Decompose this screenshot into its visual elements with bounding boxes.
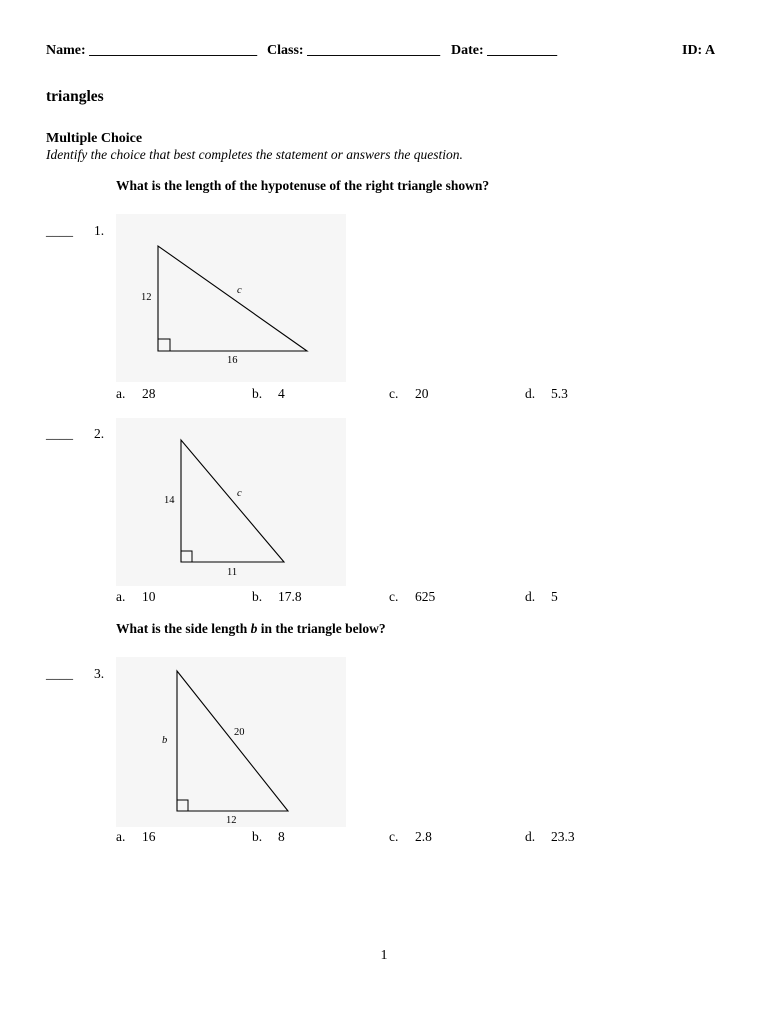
- triangle-1-horizontal-label: 16: [227, 355, 238, 366]
- choice-3a[interactable]: a. 16: [116, 829, 156, 844]
- choice-2a[interactable]: a. 10: [116, 589, 156, 604]
- date-field: [451, 43, 557, 59]
- date-label: Date:: [451, 43, 484, 58]
- prompt-side-b: What is the side length b in the triangle below?: [116, 621, 386, 636]
- choice-3b[interactable]: b. 8: [252, 829, 285, 844]
- choice-1a[interactable]: a. 28: [116, 386, 156, 401]
- test-id: ID: A: [682, 43, 716, 58]
- triangle-3-horizontal-label: 12: [226, 815, 237, 826]
- answer-blank-1[interactable]: ____: [46, 223, 73, 238]
- name-field: [46, 43, 257, 59]
- triangle-3-vertical-label: b: [162, 735, 168, 746]
- triangle-3-drawing: [116, 657, 346, 827]
- triangle-2-horizontal-label: 11: [227, 567, 238, 578]
- choice-3d[interactable]: d. 23.3: [525, 829, 575, 844]
- page-title: triangles: [46, 88, 104, 105]
- date-blank: __________: [487, 43, 558, 58]
- question-number-1: 1.: [94, 223, 105, 238]
- triangle-1-hypotenuse-label: c: [237, 285, 242, 296]
- triangle-3-hypotenuse-label: 20: [234, 727, 245, 738]
- section-heading: Multiple Choice: [46, 131, 143, 146]
- triangle-2-vertical-label: 14: [164, 495, 175, 506]
- triangle-figure-3: [116, 657, 346, 827]
- choice-2b[interactable]: b. 17.8: [252, 589, 302, 604]
- prompt-hypotenuse: What is the length of the hypotenuse of the right triangle shown?: [116, 178, 490, 193]
- triangle-2-drawing: [116, 418, 346, 586]
- choice-2c[interactable]: c. 625: [389, 589, 436, 604]
- triangle-1-vertical-label: 12: [141, 292, 152, 303]
- triangle-figure-2: [116, 418, 346, 586]
- triangle-2-hypotenuse-label: c: [237, 488, 242, 499]
- class-label: Class:: [267, 43, 304, 58]
- class-blank: ___________________: [307, 43, 441, 58]
- answer-blank-2[interactable]: ____: [46, 426, 73, 441]
- choice-1d[interactable]: d. 5.3: [525, 386, 568, 401]
- choice-1c[interactable]: c. 20: [389, 386, 429, 401]
- choice-1b[interactable]: b. 4: [252, 386, 285, 401]
- class-field: [267, 43, 440, 59]
- name-blank: ________________________: [89, 43, 258, 58]
- page-number: 1: [380, 948, 388, 963]
- question-number-3: 3.: [94, 666, 105, 681]
- choice-3c[interactable]: c. 2.8: [389, 829, 432, 844]
- answer-blank-3[interactable]: ____: [46, 666, 73, 681]
- question-number-2: 2.: [94, 426, 105, 441]
- triangle-figure-1: [116, 214, 346, 382]
- name-label: Name:: [46, 43, 86, 58]
- choice-2d[interactable]: d. 5: [525, 589, 558, 604]
- section-instructions: Identify the choice that best completes the statement or answers the question.: [46, 147, 463, 162]
